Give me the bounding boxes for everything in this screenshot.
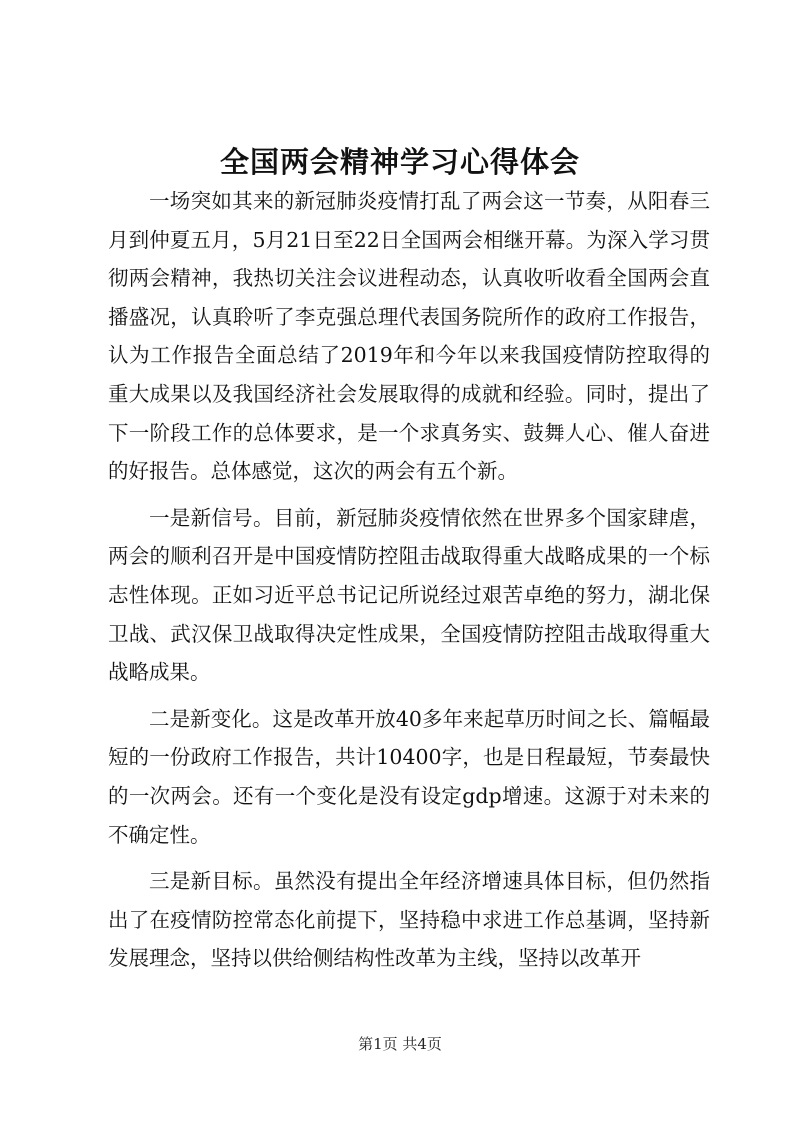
paragraph-new-target: 三是新目标。虽然没有提出全年经济增速具体目标，但仍然指出了在疫情防控常态化前提下，坚持稳中求进工作总基调，坚持新发展理念，坚持以供给侧结构性改革为主线，坚持以改革开 [108,869,710,971]
paragraph-new-signal: 一是新信号。目前，新冠肺炎疫情依然在世界多个国家肆虐，两会的顺利召开是中国疫情防控阻击战取得重大战略成果的一个标志性体现。正如习近平总书记记所说经过艰苦卓绝的努力，湖北保卫战、武汉保卫战取得决定性成果，全国疫情防控阻击战取得重大战略成果。 [108,505,710,685]
paragraph-intro: 一场突如其来的新冠肺炎疫情打乱了两会这一节奏，从阳春三月到仲夏五月，5月21日至22日全国两会相继开幕。为深入学习贯彻两会精神，我热切关注会议进程动态，认真收听收看全国两会直播盛况，认真聆听了李克强总理代表国务院所作的政府工作报告，认为工作报告全面总结了2019年和今年以来我国疫情防控取得的重大成果以及我国经济社会发展取得的成就和经验。同时，提出了下一阶段工作的总体要求，是一个求真务实、鼓舞人心、催人奋进的好报告。总体感觉，这次的两会有五个新。 [108,189,710,484]
document-title: 全国两会精神学习心得体会 [219,145,580,179]
page-footer: 第1页 共4页 [358,1035,442,1053]
paragraph-new-change: 二是新变化。这是改革开放40多年来起草历时间之长、篇幅最短的一份政府工作报告，共计10400字，也是日程最短，节奏最快的一次两会。还有一个变化是没有设定gdp增速。这源于对未来的不确定性。 [108,706,710,847]
document-body [108,182,710,978]
